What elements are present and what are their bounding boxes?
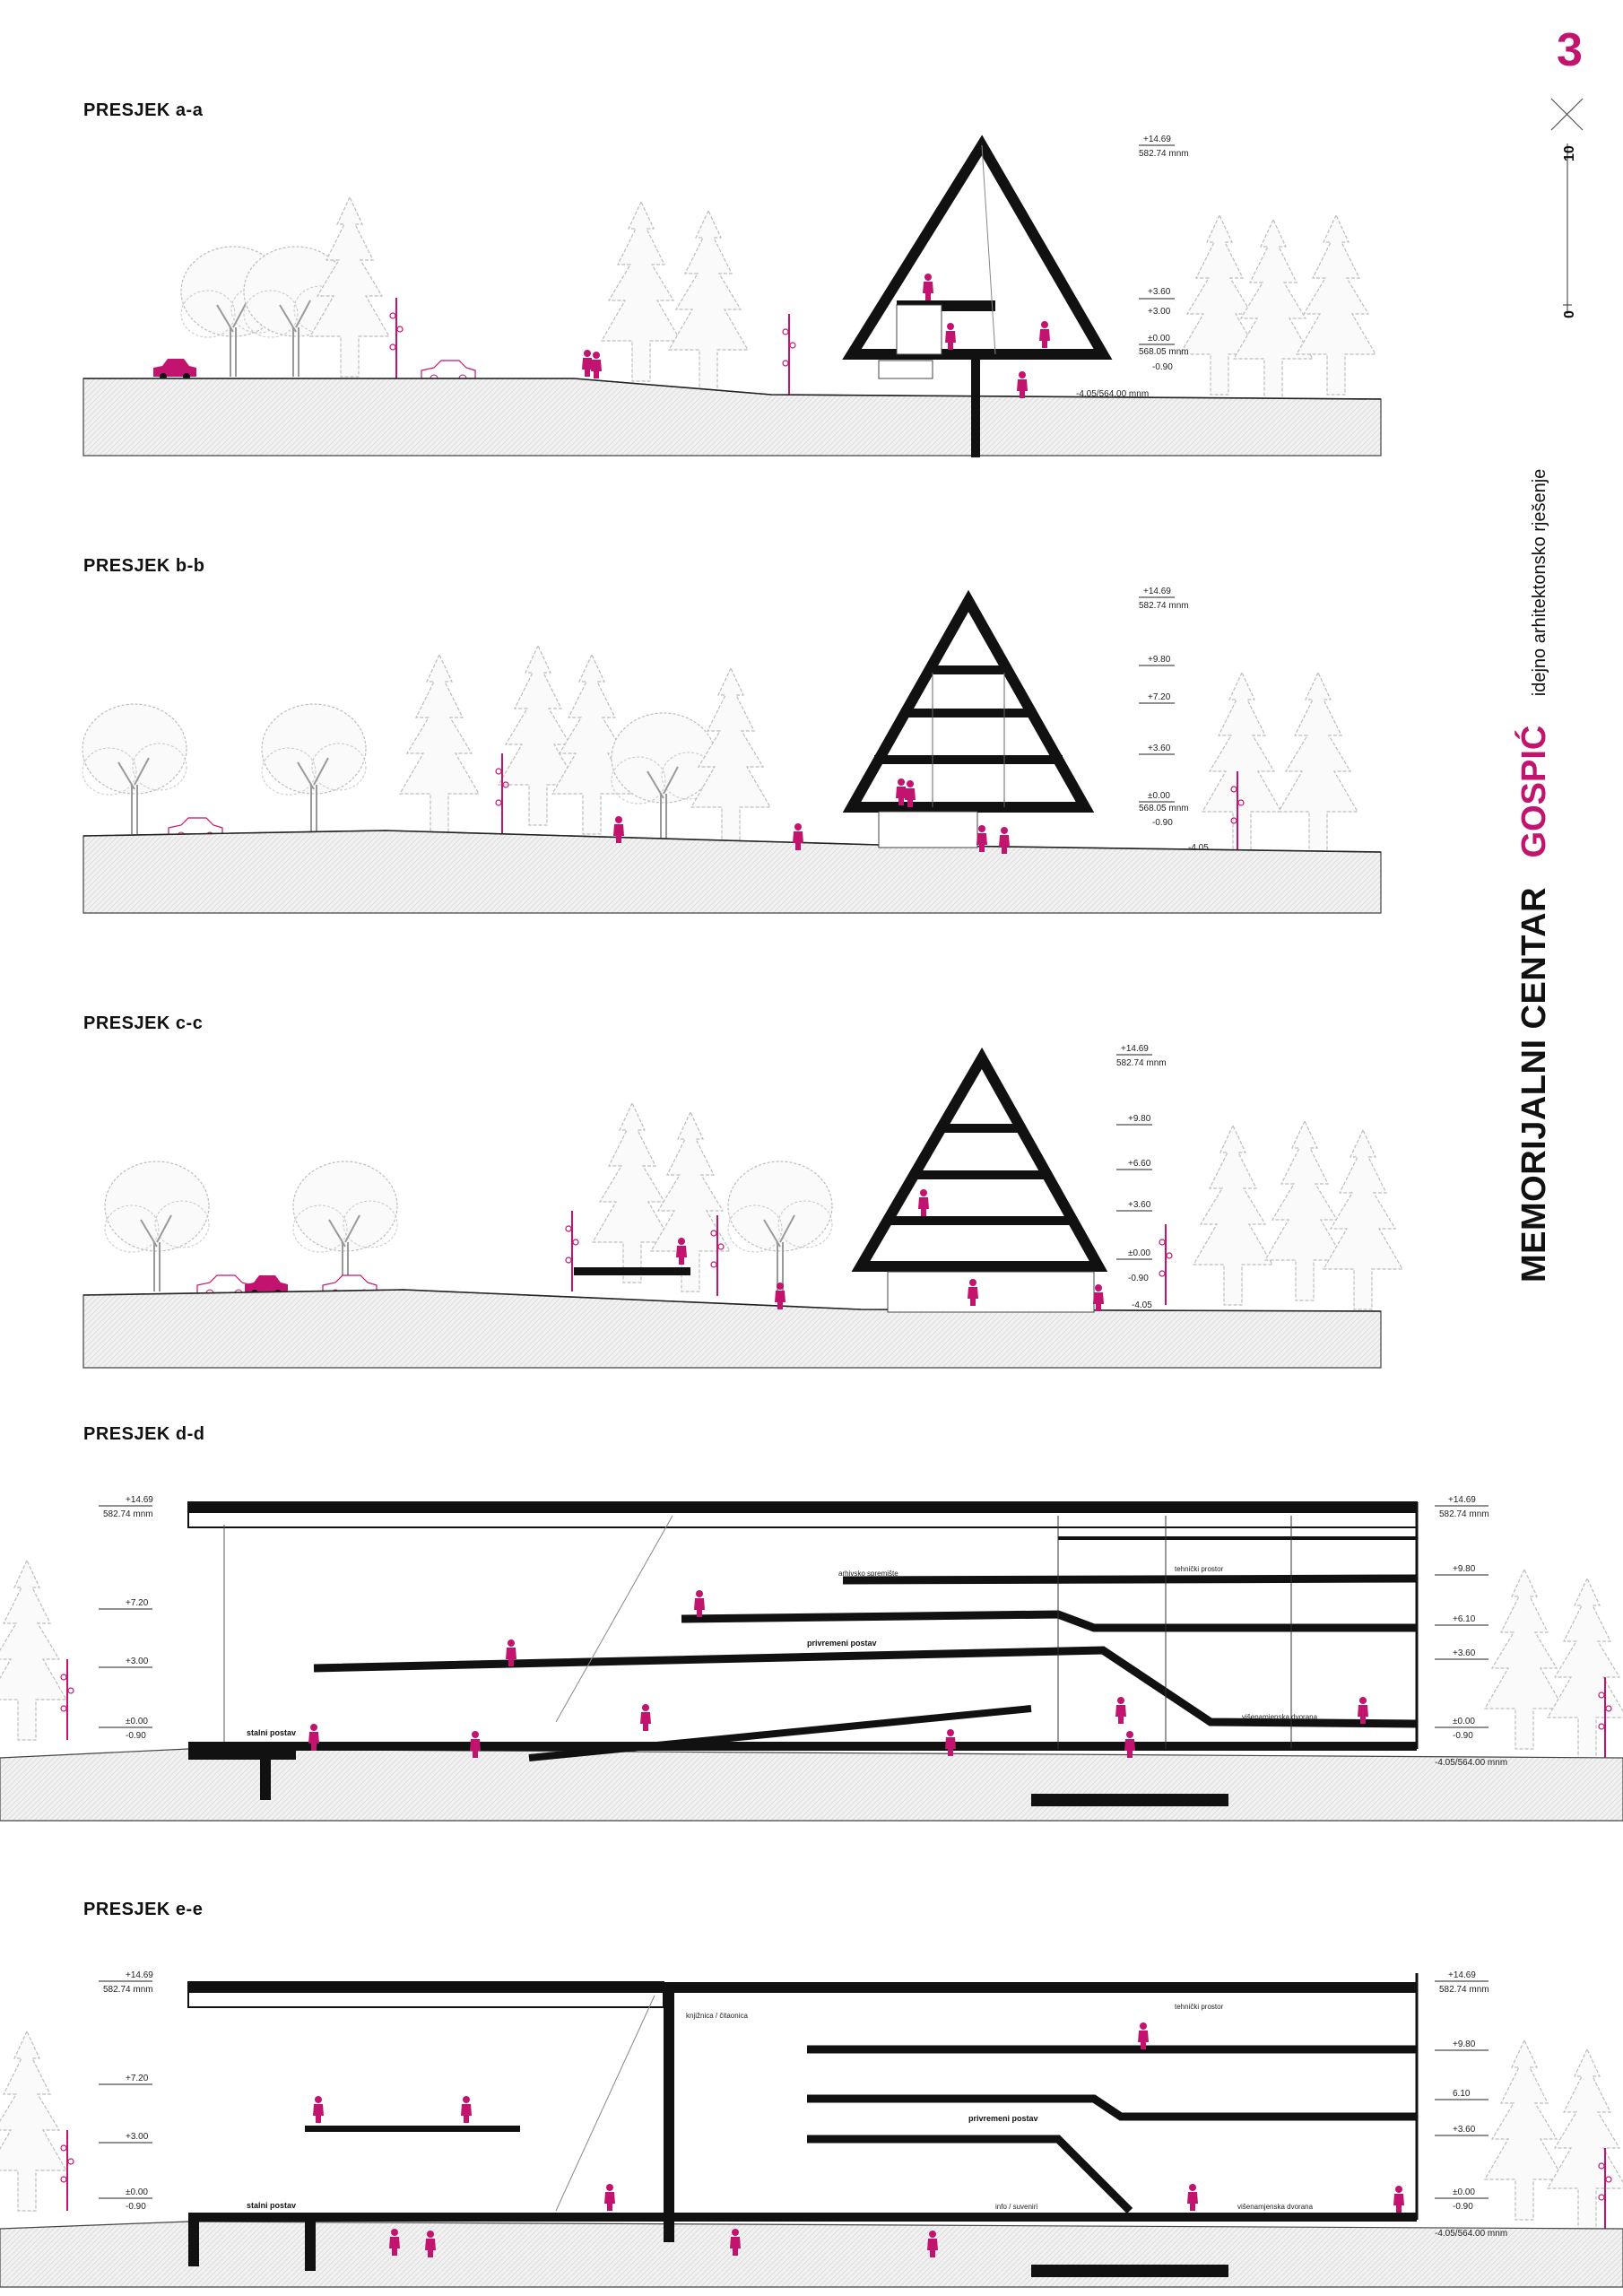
section-e-rooms <box>247 2003 1314 2211</box>
scale-label-0: 0 <box>1562 310 1577 318</box>
level-label: +14.69 <box>1121 1044 1149 1054</box>
level-label: -0.90 <box>1453 1731 1473 1741</box>
level-label: +14.69 <box>1448 1970 1476 1980</box>
section-e-levels-left <box>99 1970 153 2212</box>
level-label: +9.80 <box>1148 655 1171 665</box>
level-label: -0.90 <box>1152 362 1173 372</box>
level-label: 568.05 mnm <box>1139 347 1189 357</box>
level-label: -0.90 <box>1128 1274 1149 1283</box>
level-label: ±0.00 <box>1453 1717 1475 1726</box>
sheet-number: 3 <box>1557 24 1583 76</box>
level-label: +9.80 <box>1453 2039 1476 2049</box>
level-label: ±0.00 <box>1453 2187 1475 2197</box>
level-label: 582.74 mnm <box>103 1985 153 1995</box>
level-label: ±0.00 <box>1128 1248 1150 1258</box>
level-label: +3.00 <box>1148 307 1171 317</box>
room-label: info / suveniri <box>995 2203 1038 2211</box>
level-label: +6.60 <box>1128 1159 1151 1169</box>
section-a-drawing <box>0 135 1623 466</box>
level-label: -0.90 <box>126 2202 146 2212</box>
section-b-drawing <box>0 583 1623 915</box>
level-label: +9.80 <box>1453 1564 1476 1574</box>
level-label: -4.05/564.00 mnm <box>1435 2229 1508 2239</box>
room-label: višenamjenska dvorana <box>1242 1713 1318 1721</box>
room-label: arhivsko spremište <box>838 1570 898 1578</box>
section-d-rooms <box>247 1565 1318 1737</box>
level-label: 582.74 mnm <box>1139 601 1189 611</box>
level-label: +7.20 <box>1148 692 1171 702</box>
level-label: +7.20 <box>126 2074 149 2083</box>
room-label: privremeni postav <box>968 2114 1038 2123</box>
level-label: +3.60 <box>1128 1200 1151 1210</box>
room-label: privremeni postav <box>807 1639 877 1648</box>
room-label: knjižnica / čitaonica <box>686 2012 748 2020</box>
room-label: tehnički prostor <box>1175 2003 1224 2011</box>
level-label: 582.74 mnm <box>103 1509 153 1519</box>
section-c-levels <box>1116 1044 1167 1310</box>
section-d-title: PRESJEK d-d <box>83 1424 205 1444</box>
level-label: +9.80 <box>1128 1114 1151 1124</box>
level-label: +3.60 <box>1453 2125 1476 2135</box>
level-label: 582.74 mnm <box>1139 149 1189 159</box>
level-label: +3.60 <box>1453 1648 1476 1658</box>
section-b-title: PRESJEK b-b <box>83 556 205 576</box>
section-d-levels-left <box>99 1495 153 1741</box>
level-label: +14.69 <box>1143 587 1171 596</box>
section-d-levels-right <box>1435 1495 1507 1768</box>
level-label: -4.05/564.00 mnm <box>1435 1758 1508 1768</box>
level-label: +14.69 <box>126 1495 153 1505</box>
room-label: višenamjenska dvorana <box>1237 2203 1314 2211</box>
level-label: +3.00 <box>126 2132 149 2142</box>
section-e-levels-right <box>1435 1970 1507 2239</box>
scale-label-10: 10 <box>1562 145 1577 161</box>
section-d-drawing <box>0 1489 1623 1830</box>
level-label: ±0.00 <box>126 2187 148 2197</box>
level-label: ±0.00 <box>126 1717 148 1726</box>
section-b-levels <box>1139 587 1209 853</box>
project-title: MEMORIJALNI CENTAR <box>1515 886 1553 1283</box>
level-label: -4.05 <box>1188 843 1209 853</box>
level-label: +3.60 <box>1148 287 1171 297</box>
level-label: +14.69 <box>126 1970 153 1980</box>
level-label: 582.74 mnm <box>1439 1985 1489 1995</box>
level-label: 582.74 mnm <box>1439 1509 1489 1519</box>
city-name: GOSPIĆ <box>1515 725 1553 858</box>
level-label: +7.20 <box>126 1598 149 1608</box>
level-label: 582.74 mnm <box>1116 1058 1167 1068</box>
level-label: +14.69 <box>1448 1495 1476 1505</box>
level-label: -0.90 <box>126 1731 146 1741</box>
level-label: ±0.00 <box>1148 791 1170 801</box>
level-label: -4.05 <box>1132 1300 1152 1310</box>
project-subtitle: idejno arhitektonsko rješenje <box>1530 468 1549 697</box>
level-label: 6.10 <box>1453 2089 1471 2099</box>
section-e-title: PRESJEK e-e <box>83 1900 204 1919</box>
section-e-drawing <box>0 1960 1623 2296</box>
section-c-title: PRESJEK c-c <box>83 1013 204 1033</box>
room-label: tehnički prostor <box>1175 1565 1224 1573</box>
level-label: +14.69 <box>1143 135 1171 144</box>
section-a-title: PRESJEK a-a <box>83 100 204 120</box>
room-label: stalni postav <box>247 1728 297 1737</box>
level-label: +6.10 <box>1453 1614 1476 1624</box>
level-label: ±0.00 <box>1148 334 1170 344</box>
level-label: 568.05 mnm <box>1139 804 1189 813</box>
level-label: -4.05/564.00 mnm <box>1076 389 1150 399</box>
level-label: -0.90 <box>1453 2202 1473 2212</box>
room-label: stalni postav <box>247 2201 297 2210</box>
level-label: +3.00 <box>126 1657 149 1666</box>
level-label: -0.90 <box>1152 818 1173 828</box>
level-label: +3.60 <box>1148 744 1171 753</box>
section-c-drawing <box>0 1040 1623 1372</box>
